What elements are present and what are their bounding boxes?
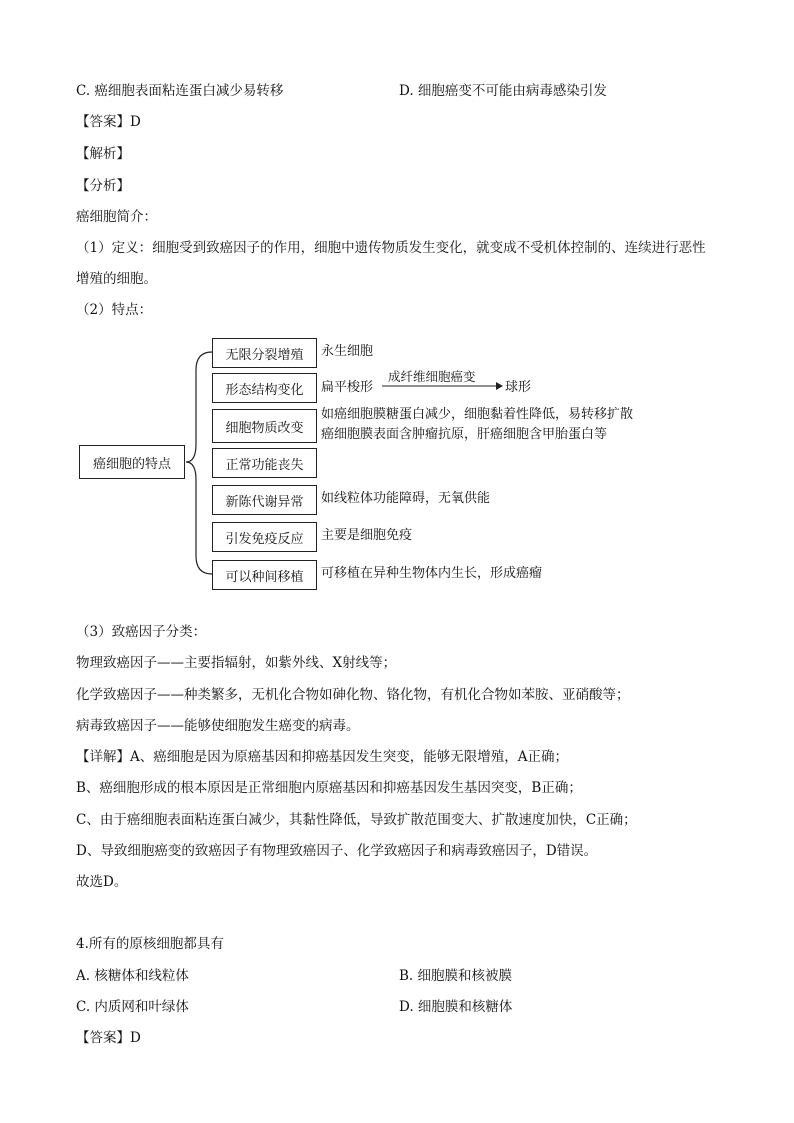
question-4-option-b: B. 细胞膜和核被膜 xyxy=(399,968,513,984)
feature-desc-6: 主要是细胞免疫 xyxy=(321,528,413,543)
feature-label-5: 新陈代谢异常 xyxy=(225,494,304,510)
definition-line-1: （1）定义：细胞受到致癌因子的作用，细胞中遗传物质发生变化，就变成不受机体控制的、连续进行恶性 xyxy=(76,240,706,256)
root-box xyxy=(79,445,185,479)
feature-box-1 xyxy=(212,338,317,368)
answer-label: 【答案】D xyxy=(76,114,141,130)
question-4-option-c: C. 内质网和叶绿体 xyxy=(76,999,189,1015)
question-4-option-a: A. 核糖体和线粒体 xyxy=(76,968,189,984)
feature-box-5 xyxy=(212,485,317,515)
root-label: 癌细胞的特点 xyxy=(92,456,171,472)
feature-label-3: 细胞物质改变 xyxy=(225,420,304,436)
chemical-factor: 化学致癌因子——种类繁多，无机化合物如砷化物、铬化物，有机化合物如苯胺、亚硝酸等； xyxy=(76,687,630,703)
detail-b: B、癌细胞形成的根本原因是正常细胞内原癌基因和抑癌基因发生基因突变，B正确； xyxy=(76,780,582,796)
arrow-head xyxy=(496,382,503,390)
feature-box-6 xyxy=(212,522,317,552)
question-4-stem: 4.所有的原核细胞都具有 xyxy=(76,936,224,952)
feature-label-7: 可以种间移植 xyxy=(225,569,304,585)
answer-label-2: 【答案】D xyxy=(76,1030,141,1046)
viral-factor: 病毒致癌因子——能够使细胞发生癌变的病毒。 xyxy=(76,718,360,734)
feature-label-1: 无限分裂增殖 xyxy=(225,347,304,363)
feature-box-2 xyxy=(212,373,317,403)
feature-desc-5: 如线粒体功能障碍，无氧供能 xyxy=(321,491,491,506)
feature-desc-2-right: 球形 xyxy=(505,380,532,395)
feature-desc-1: 永生细胞 xyxy=(321,344,374,359)
fenxi-heading: 【分析】 xyxy=(76,178,130,194)
detail-d: D、导致细胞癌变的致癌因子有物理致癌因子、化学致癌因子和病毒致癌因子，D错误。 xyxy=(76,843,598,859)
option-d: D. 细胞癌变不可能由病毒感染引发 xyxy=(399,83,607,99)
option-c: C. 癌细胞表面粘连蛋白减少易转移 xyxy=(76,83,284,99)
conclusion: 故选D。 xyxy=(76,874,128,890)
definition-line-2: 增殖的细胞。 xyxy=(76,271,157,287)
feature-desc-7: 可移植在异种生物体内生长，形成癌瘤 xyxy=(321,566,543,581)
question-4-option-d: D. 细胞膜和核糖体 xyxy=(399,999,513,1015)
classification-heading: （3）致癌因子分类： xyxy=(76,624,207,640)
detail-a: 【详解】A、癌细胞是因为原癌基因和抑癌基因发生突变，能够无限增殖，A正确； xyxy=(76,749,568,765)
feature-desc-3-line-2: 癌细胞膜表面含肿瘤抗原，肝癌细胞含甲胎蛋白等 xyxy=(321,427,608,442)
feature-box-3 xyxy=(212,409,317,443)
detail-c: C、由于癌细胞表面粘连蛋白减少，其黏性降低，导致扩散范围变大、扩散速度加快，C正确； xyxy=(76,812,637,828)
feature-desc-2-left: 扁平梭形 xyxy=(321,380,374,395)
feature-box-4 xyxy=(212,448,317,478)
physical-factor: 物理致癌因子——主要指辐射，如紫外线、X射线等； xyxy=(76,655,397,671)
features-heading: （2）特点： xyxy=(76,302,153,318)
feature-desc-3-line-1: 如癌细胞膜糖蛋白减少，细胞黏着性降低，易转移扩散 xyxy=(321,407,634,422)
analysis-heading: 【解析】 xyxy=(76,146,130,162)
feature-label-2: 形态结构变化 xyxy=(225,382,304,398)
intro-text: 癌细胞简介： xyxy=(76,209,157,225)
brace xyxy=(186,352,212,574)
arrow-label: 成纤维细胞癌变 xyxy=(388,369,476,384)
feature-label-6: 引发免疫反应 xyxy=(225,531,304,547)
feature-label-4: 正常功能丧失 xyxy=(225,457,304,473)
feature-box-7 xyxy=(212,560,317,590)
